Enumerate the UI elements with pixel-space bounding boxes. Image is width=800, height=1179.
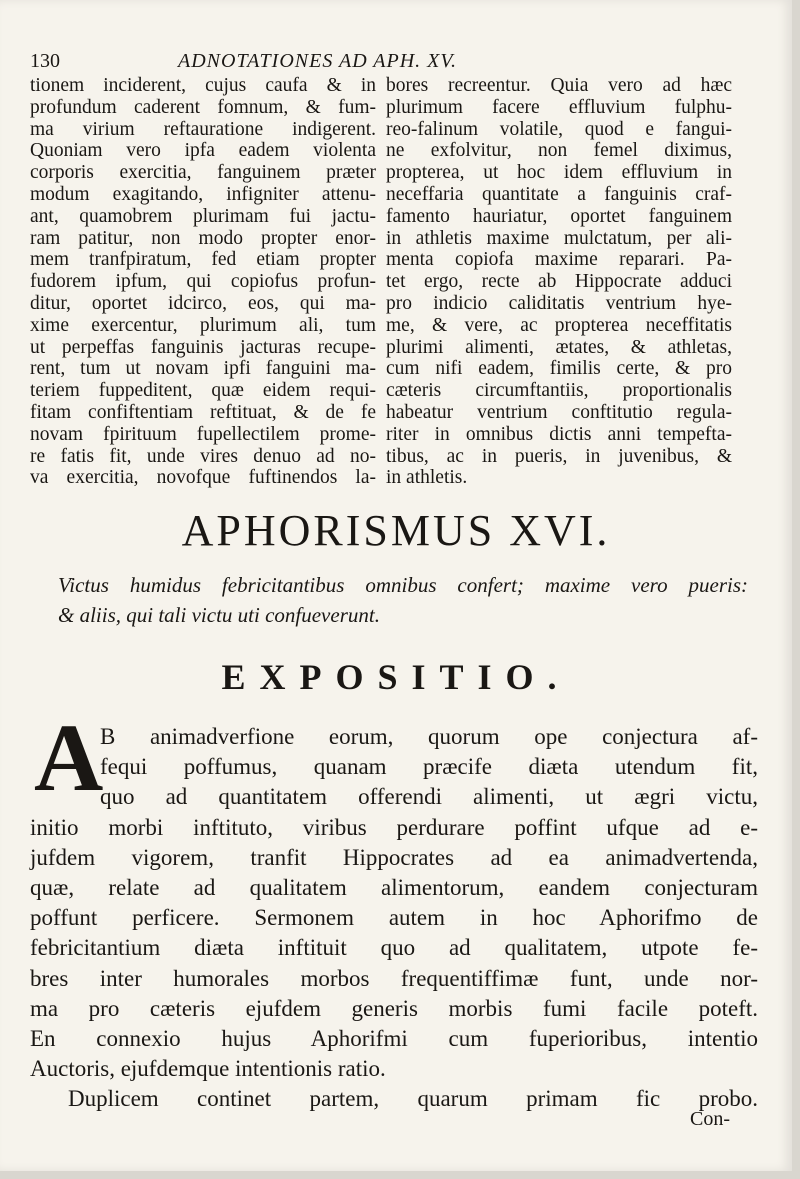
text-line: famento hauriatur, oportet fanguinem (386, 205, 732, 227)
aphorism-text (58, 570, 748, 630)
text-line: teriem fuppeditent, quæ eidem requi- (30, 380, 376, 402)
right-column (386, 75, 732, 489)
text-line: pro indicio caliditatis ventrium hye- (386, 292, 732, 314)
text-line: plurimi alimenti, ætates, & athletas, (386, 336, 732, 358)
text-line: febricitantium diæta inftituit quo ad qualitatem, utpote fe- (30, 935, 758, 961)
text-line: neceffaria quantitate a fanguinis craf- (386, 183, 732, 205)
text-line: xime exercentur, plurimum ali, tum (30, 314, 376, 336)
text-line: ant, quamobrem plurimam fui jactu- (30, 205, 376, 227)
catchword: Con- (690, 1108, 730, 1130)
text-line: cæteris circumftantiis, proportionalis (386, 380, 732, 402)
text-line: rent, tum ut novam ipfi fanguini ma- (30, 358, 376, 380)
exposition-text (30, 722, 758, 1115)
text-line: reo-falinum volatile, quod e fangui- (386, 118, 732, 140)
text-line: me, & vere, ac propterea neceffitatis (386, 314, 732, 336)
drop-cap: A (34, 704, 104, 811)
text-line: Auctoris, ejufdemque intentionis ratio. (30, 1056, 386, 1082)
text-line: riter in omnibus dictis anni tempefta- (386, 423, 732, 445)
text-line: ut perpeffas fanguinis jacturas recupe- (30, 336, 376, 358)
text-line: va exercitia, novofque fuftinendos la- (30, 467, 376, 489)
text-line: modum exagitando, infigniter attenu- (30, 183, 376, 205)
text-line: in athletis maxime mulctatum, per ali- (386, 227, 732, 249)
text-line: fequi poffumus, quanam præcife diæta utendum fit, (100, 754, 758, 780)
aphorism-title: APHORISMUS XVI. (181, 506, 611, 555)
text-line: tibus, ac in pueris, in juvenibus, & (386, 445, 732, 467)
text-line: poffunt perficere. Sermonem autem in hoc Aphorifmo de (30, 905, 758, 931)
text-line: quo ad quantitatem offerendi alimenti, ut ægri victu, (100, 784, 758, 810)
text-line: ma virium reftauratione indigerent. (30, 118, 376, 140)
text-line: En connexio hujus Aphorifmi cum fuperioribus, intentio (30, 1026, 758, 1052)
running-head (30, 50, 770, 78)
text-line: jufdem vigorem, tranfit Hippocrates ad ea animadvertenda, (30, 844, 758, 870)
text-line: B animadverfione eorum, quorum ope conjectura af- (100, 724, 758, 749)
text-line: quæ, relate ad qualitatem alimentorum, eandem conjecturam (30, 875, 758, 901)
text-line: tet ergo, recte ab Hippocrate adduci (386, 271, 732, 293)
text-line: cum nifi eadem, fimilis certe, & pro (386, 358, 732, 380)
text-line: in athletis. (386, 467, 468, 489)
text-line: initio morbi inftituto, viribus perdurare poffint ufque ad e- (30, 814, 758, 840)
text-line: corporis exercitia, fanguinem præter (30, 162, 376, 184)
text-line: ditur, oportet idcirco, eos, qui ma- (30, 292, 376, 314)
text-line: ram patitur, non modo propter enor- (30, 227, 376, 249)
aphorism-line: Victus humidus febricitantibus omnibus confert; maxime vero pueris: (58, 573, 748, 597)
text-line: bores recreentur. Quia vero ad hæc (386, 75, 732, 96)
aphorism-line: & aliis, qui tali victu uti confueverunt. (58, 603, 380, 627)
text-line: Quoniam vero ipfa eadem violenta (30, 140, 376, 162)
text-line: profundum caderent fomnum, & fum- (30, 96, 376, 118)
text-line: menta copiofa maxime reparari. Pa- (386, 249, 732, 271)
text-line: habeatur ventrium conftitutio regula- (386, 401, 732, 423)
text-line: re fatis fit, unde vires denuo ad no- (30, 445, 376, 467)
text-line: fitam confiftentiam reftituat, & de fe (30, 401, 376, 423)
page-number: 130 (30, 50, 60, 72)
exposition-title: EXPOSITIO. (221, 657, 571, 697)
text-line: ne exfolvitur, non femel diximus, (386, 140, 732, 162)
running-title: ADNOTATIONES AD APH. XV. (178, 50, 458, 72)
text-line: Duplicem continet partem, quarum primam fic probo. (68, 1086, 758, 1112)
text-line: ma pro cæteris ejufdem generis morbis fumi facile poteft. (30, 995, 758, 1021)
text-line: fudorem ipfum, qui copiofus profun- (30, 271, 376, 293)
text-line: propterea, ut hoc idem effluvium in (386, 162, 732, 184)
text-line: plurimum facere effluvium fulphu- (386, 96, 732, 118)
text-line: mem tranfpiratum, fed etiam propter (30, 249, 376, 271)
text-line: novam fpirituum fupellectilem prome- (30, 423, 376, 445)
text-line: tionem inciderent, cujus caufa & in (30, 75, 376, 96)
text-line: bres inter humorales morbos frequentiffimæ funt, unde nor- (30, 965, 758, 991)
left-column (30, 75, 376, 489)
